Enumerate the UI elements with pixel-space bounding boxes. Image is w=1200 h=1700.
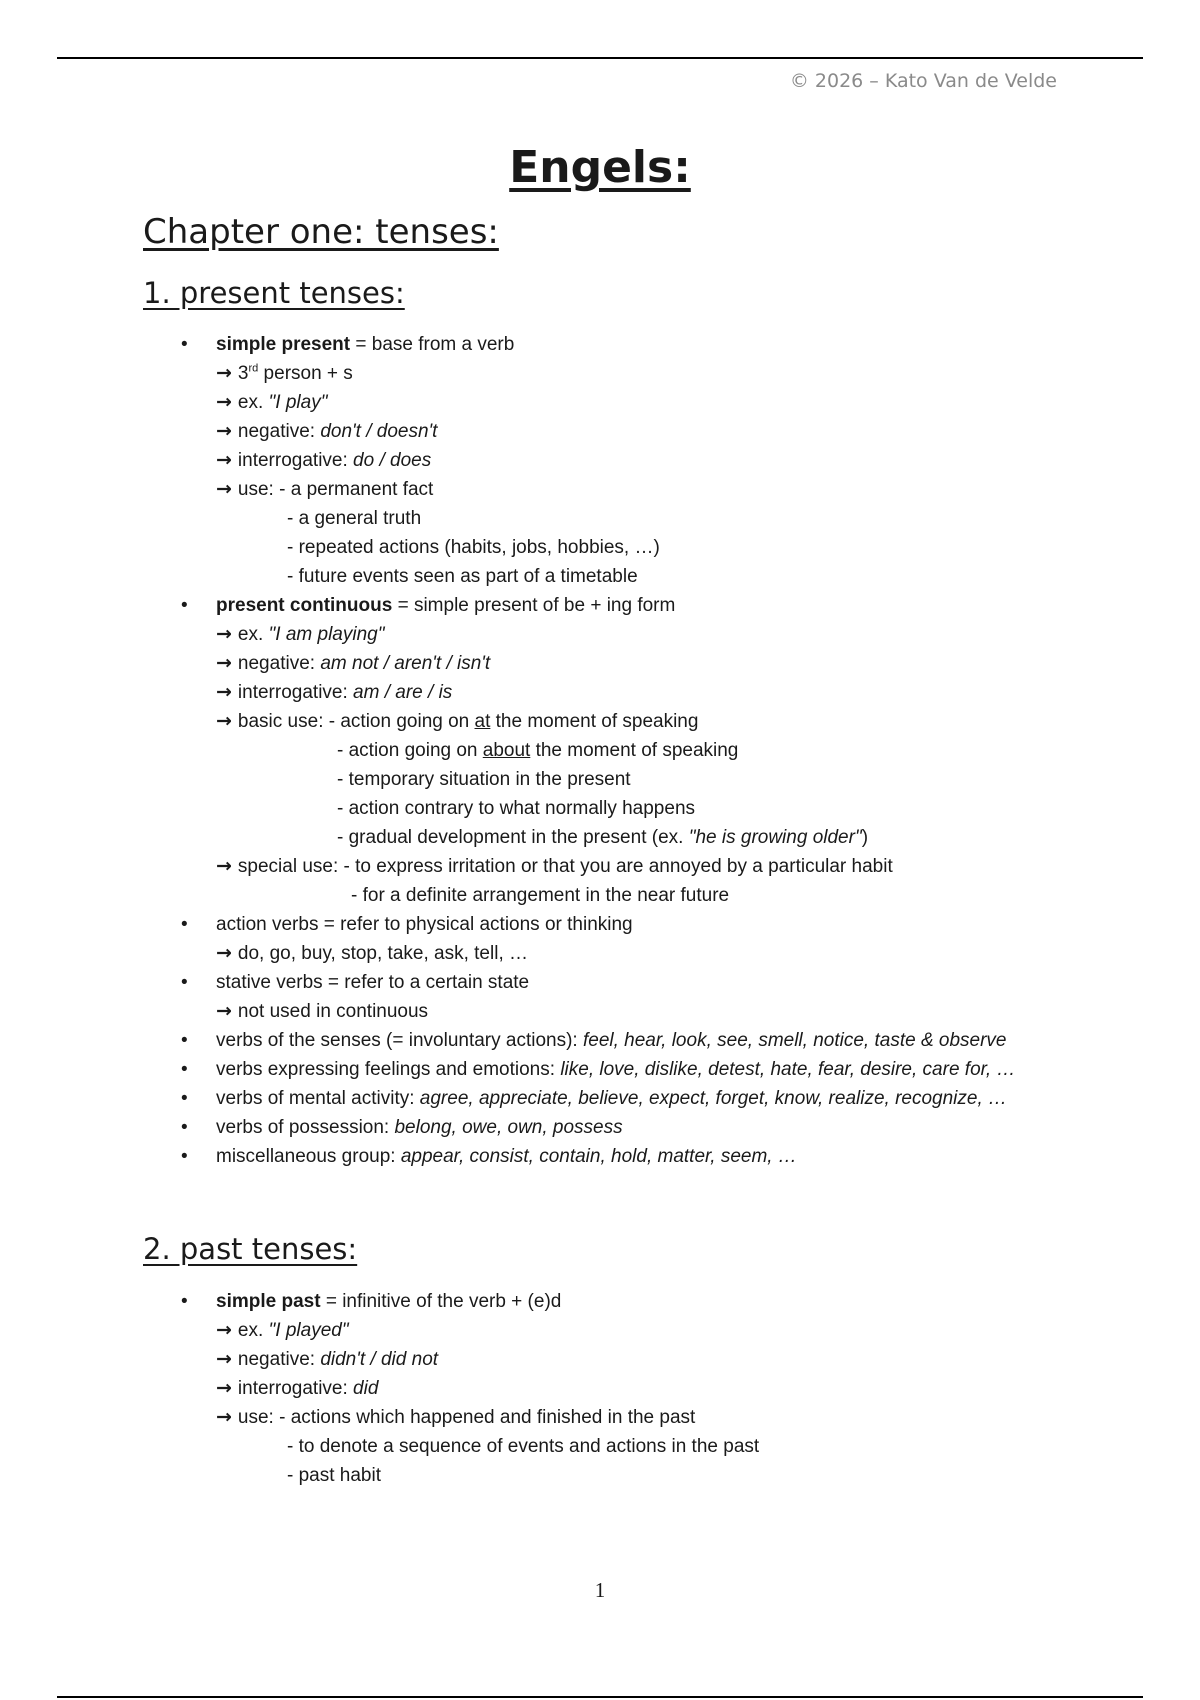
text: not used in continuous <box>237 1001 429 1022</box>
examples: feel, hear, look, see, smell, notice, taste & observe <box>582 1030 1007 1051</box>
examples: belong, owe, own, possess <box>394 1117 623 1138</box>
label: verbs of possession: <box>216 1117 395 1138</box>
arrow-right-icon: → <box>216 362 232 384</box>
negative-form: didn't / did not <box>320 1349 439 1370</box>
text: - action going on <box>337 740 483 761</box>
use-item: - future events seen as part of a timetable <box>287 566 638 587</box>
example: "he is growing older" <box>688 827 862 848</box>
text: stative verbs = refer to a certain state <box>216 972 530 993</box>
text: do, go, buy, stop, take, ask, tell, … <box>237 943 528 964</box>
label: ex. <box>237 1320 269 1341</box>
arrow-right-icon: → <box>216 420 232 442</box>
term-present-continuous: present continuous <box>216 595 393 616</box>
arrow-right-icon: → <box>216 391 232 413</box>
negative-form: don't / doesn't <box>320 421 438 442</box>
label: miscellaneous group: <box>216 1146 401 1167</box>
arrow-right-icon: → <box>216 710 232 732</box>
examples: appear, consist, contain, hold, matter, seem, … <box>400 1146 797 1167</box>
arrow-right-icon: → <box>216 855 232 877</box>
label: verbs expressing feelings and emotions: <box>216 1059 561 1080</box>
arrow-right-icon: → <box>216 1000 232 1022</box>
arrow-right-icon: → <box>216 1319 232 1341</box>
negative-form: am not / aren't / isn't <box>320 653 491 674</box>
arrow-right-icon: → <box>216 623 232 645</box>
arrow-right-icon: → <box>216 681 232 703</box>
label: use: <box>237 479 280 500</box>
interrogative-form: did <box>353 1378 379 1399</box>
text: rd <box>248 362 259 375</box>
text: the moment of speaking <box>530 740 739 761</box>
page-number: 1 <box>594 1578 606 1602</box>
example: "I play" <box>268 392 328 413</box>
interrogative-form: do / does <box>353 450 432 471</box>
examples: like, love, dislike, detest, hate, fear, desire, care for, … <box>560 1059 1016 1080</box>
label: use: <box>237 1407 280 1428</box>
footer-rule <box>57 1696 1143 1698</box>
use-item: - action contrary to what normally happens <box>337 798 696 819</box>
label: interrogative: <box>237 450 354 471</box>
term-simple-present: simple present <box>216 334 351 355</box>
text: the moment of speaking <box>490 711 699 732</box>
use-item: - past habit <box>287 1465 381 1486</box>
example: "I am playing" <box>268 624 385 645</box>
text: - gradual development in the present (ex. <box>337 827 689 848</box>
example: "I played" <box>268 1320 349 1341</box>
label: interrogative: <box>237 682 354 703</box>
use-item: - to denote a sequence of events and actions in the past <box>287 1436 760 1457</box>
definition: = simple present of be + ing form <box>392 595 676 616</box>
term-simple-past: simple past <box>216 1291 321 1312</box>
label: negative: <box>237 1349 321 1370</box>
arrow-right-icon: → <box>216 942 232 964</box>
section-heading-present: 1. present tenses: <box>143 276 405 310</box>
page-title: Engels: <box>509 142 691 193</box>
examples: agree, appreciate, believe, expect, forget, know, realize, recognize, … <box>419 1088 1008 1109</box>
text: - action going on <box>328 711 475 732</box>
text: action verbs = refer to physical actions or thinking <box>216 914 633 935</box>
text: 3 <box>237 363 249 384</box>
interrogative-form: am / are / is <box>353 682 453 703</box>
arrow-right-icon: → <box>216 449 232 471</box>
text: person + s <box>258 363 353 384</box>
use-item: - actions which happened and finished in the past <box>279 1407 696 1428</box>
use-item: - to express irritation or that you are annoyed by a particular habit <box>343 856 893 877</box>
use-item: - repeated actions (habits, jobs, hobbies, …) <box>287 537 660 558</box>
chapter-heading: Chapter one: tenses: <box>143 212 499 252</box>
section-heading-past: 2. past tenses: <box>143 1232 358 1266</box>
arrow-right-icon: → <box>216 478 232 500</box>
arrow-right-icon: → <box>216 1406 232 1428</box>
label: verbs of mental activity: <box>216 1088 420 1109</box>
copyright-notice: © 2026 – Kato Van de Velde <box>789 70 1057 92</box>
label: special use: <box>237 856 344 877</box>
use-item: - a general truth <box>287 508 422 529</box>
use-item: - for a definite arrangement in the near future <box>351 885 730 906</box>
use-item: - temporary situation in the present <box>337 769 631 790</box>
label: ex. <box>237 392 269 413</box>
arrow-right-icon: → <box>216 652 232 674</box>
label: negative: <box>237 653 321 674</box>
label: negative: <box>237 421 321 442</box>
label: verbs of the senses (= involuntary actions): <box>216 1030 583 1051</box>
definition: = base from a verb <box>350 334 515 355</box>
label: ex. <box>237 624 269 645</box>
use-item: - a permanent fact <box>279 479 434 500</box>
label: interrogative: <box>237 1378 354 1399</box>
label: basic use: <box>237 711 329 732</box>
text: at <box>474 711 491 732</box>
arrow-right-icon: → <box>216 1377 232 1399</box>
arrow-right-icon: → <box>216 1348 232 1370</box>
definition: = infinitive of the verb + (e)d <box>320 1291 562 1312</box>
text: about <box>482 740 531 761</box>
text: ) <box>861 827 869 848</box>
header-rule <box>57 57 1143 59</box>
